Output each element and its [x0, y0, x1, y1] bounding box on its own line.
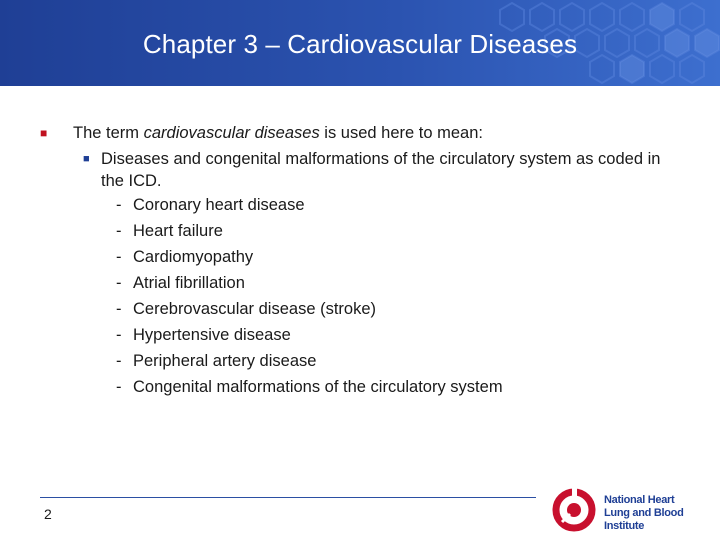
- page-title: Chapter 3 – Cardiovascular Diseases: [142, 29, 578, 59]
- dash-bullet-icon: -: [116, 352, 122, 370]
- list-item: [40, 244, 680, 270]
- square-bullet-icon: ■: [40, 126, 48, 140]
- list-item-label: Coronary heart disease: [133, 196, 305, 214]
- footer-divider: [40, 497, 536, 498]
- dash-bullet-icon: -: [116, 326, 122, 344]
- nhlbi-heart-logo-icon: [552, 488, 596, 532]
- dash-bullet-icon: -: [116, 222, 122, 240]
- list-item: [40, 192, 680, 218]
- square-bullet-icon: ■: [83, 153, 90, 165]
- list-item-label: Hypertensive disease: [133, 326, 291, 344]
- intro-text-prefix: The term: [73, 124, 144, 142]
- dash-bullet-icon: -: [116, 274, 122, 292]
- dash-bullet-icon: -: [116, 300, 122, 318]
- bullet-level-2: [40, 148, 680, 192]
- list-item-label: Heart failure: [133, 222, 223, 240]
- logo-line-1: National Heart: [604, 494, 675, 506]
- slide-header: [0, 0, 720, 86]
- logo-text: [604, 494, 692, 533]
- slide-body: [40, 120, 680, 400]
- list-item: [40, 348, 680, 374]
- list-item-label: Atrial fibrillation: [133, 274, 245, 292]
- sub-bullet-text: Diseases and congenital malformations of the circulatory system as coded in the ICD.: [101, 150, 661, 190]
- list-item: [40, 322, 680, 348]
- dash-bullet-icon: -: [116, 378, 122, 396]
- list-item: [40, 296, 680, 322]
- list-item-label: Cardiomyopathy: [133, 248, 254, 266]
- page-number: 2: [44, 506, 52, 522]
- list-item-label: Congenital malformations of the circulatory system: [133, 378, 503, 396]
- dash-bullet-icon: -: [116, 196, 122, 214]
- intro-text-suffix: is used here to mean:: [319, 124, 483, 142]
- nhlbi-logo: [552, 488, 692, 532]
- bullet-level-1: [40, 120, 680, 146]
- intro-text-italic: cardiovascular diseases: [143, 124, 320, 142]
- logo-line-2: Lung and Blood Institute: [604, 507, 684, 532]
- list-item: [40, 270, 680, 296]
- dash-bullet-icon: -: [116, 248, 122, 266]
- list-item: [40, 374, 680, 400]
- list-item: [40, 218, 680, 244]
- list-item-label: Cerebrovascular disease (stroke): [133, 300, 377, 318]
- list-item-label: Peripheral artery disease: [133, 352, 317, 370]
